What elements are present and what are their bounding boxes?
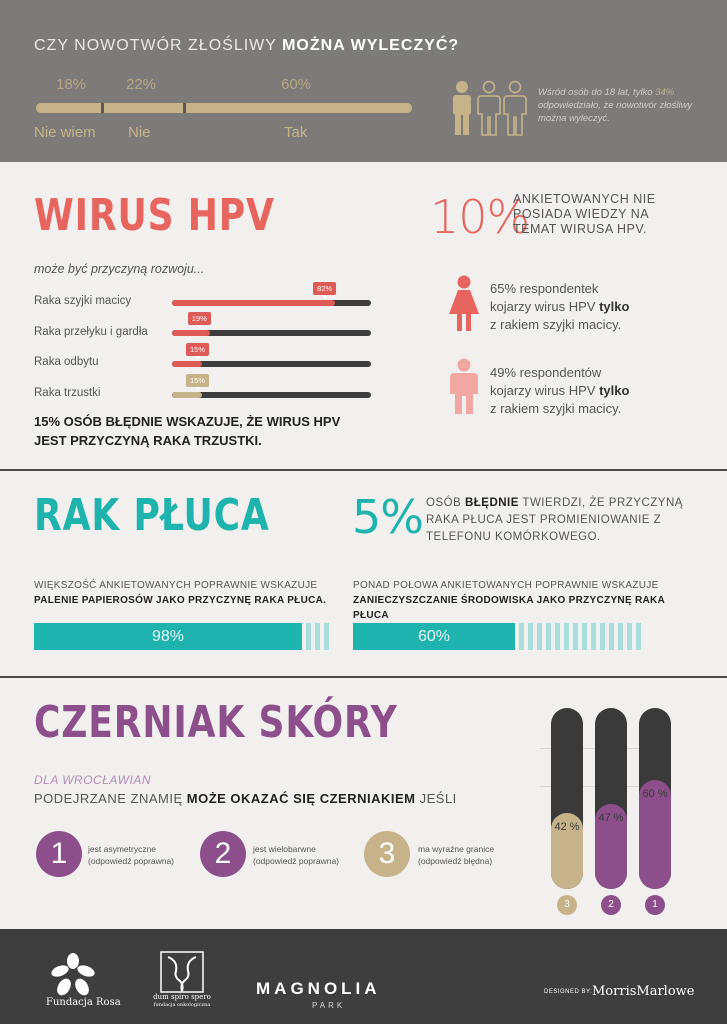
curable-title bbox=[34, 37, 459, 55]
criterion-text bbox=[418, 843, 528, 867]
melanoma-question-bold: MOŻE OKAZAĆ SIĘ CZERNIAKIEM bbox=[186, 791, 416, 806]
hpv-bar-label: 15% bbox=[186, 343, 209, 356]
melanoma-pill-value: 42 % bbox=[554, 820, 580, 833]
woman-icon bbox=[447, 275, 481, 331]
dum-spiro-text bbox=[146, 993, 218, 1009]
curable-stacked-bar bbox=[36, 103, 412, 113]
rosa-logo-icon bbox=[50, 953, 96, 997]
dum-spiro-line1: dum spiro spero bbox=[153, 993, 211, 1001]
curable-bar-segment bbox=[36, 103, 104, 113]
melanoma-question-post: JEŚLI bbox=[419, 791, 457, 806]
hpv-row-label: Raka przełyku i gardła bbox=[34, 326, 148, 338]
lung-right-caption-plain: PONAD POŁOWA ANKIETOWANYCH POPRAWNIE WSKAZUJE bbox=[353, 580, 659, 591]
melanoma-question-pre: PODEJRZANE ZNAMIĘ bbox=[34, 791, 183, 806]
hpv-big-pct: 10% bbox=[430, 190, 530, 244]
label-dont-know: Nie wiem bbox=[34, 124, 96, 141]
lung-big-text-pre: OSÓB bbox=[426, 497, 462, 509]
lung-bar-stripe bbox=[609, 623, 614, 650]
hpv-bar-track bbox=[172, 300, 371, 306]
people-icon bbox=[450, 80, 528, 136]
hpv-big-text: ANKIETOWANYCH NIE POSIADA WIEDZY NA TEMAT WIRUSA HPV. bbox=[513, 192, 656, 236]
hpv-row-label: Raka odbytu bbox=[34, 356, 99, 368]
lung-bar-stripe bbox=[537, 623, 542, 650]
criterion-line1: jest asymetryczne bbox=[88, 844, 157, 854]
lung-left-caption-plain: WIĘKSZOŚĆ ANKIETOWANYCH POPRAWNIE WSKAZUJE bbox=[34, 580, 318, 591]
melanoma-section bbox=[0, 680, 727, 929]
criterion-text bbox=[88, 843, 198, 867]
curable-note bbox=[538, 86, 708, 125]
melanoma-title: CZERNIAK SKÓRY bbox=[34, 697, 398, 748]
magnolia-logo: MAGNOLIA bbox=[256, 979, 381, 998]
criterion-line2: (odpowiedź błędna) bbox=[418, 856, 493, 866]
criterion-line2: (odpowiedź poprawna) bbox=[88, 856, 174, 866]
lung-bar-stripe bbox=[564, 623, 569, 650]
pct-no: 22% bbox=[126, 76, 157, 93]
curable-bar-segment bbox=[186, 103, 412, 113]
lung-right-caption-bold: ZANIECZYSZCZANIE ŚRODOWISKA JAKO PRZYCZYNĘ RAKA PŁUCA bbox=[353, 595, 665, 621]
hpv-bar-fill bbox=[172, 330, 210, 336]
footer bbox=[0, 929, 727, 1024]
women-text bbox=[490, 280, 690, 334]
lung-big-text-post: TWIERDZI, ŻE PRZYCZYNĄ RAKA PŁUCA JEST PROMIENIOWANIE Z TELEFONU KOMÓRKOWEGO. bbox=[426, 497, 683, 543]
hpv-bar-fill bbox=[172, 392, 202, 398]
designer-name: MorrisMarlowe bbox=[592, 984, 695, 999]
lung-bar-stripe bbox=[636, 623, 641, 650]
label-no: Nie bbox=[128, 124, 151, 141]
lung-big-text-bold: BŁĘDNIE bbox=[464, 497, 519, 509]
lung-title: RAK PŁUCA bbox=[34, 490, 270, 541]
women-line3: z rakiem szyjki macicy. bbox=[490, 317, 622, 332]
lung-section bbox=[0, 473, 727, 678]
women-line1: 65% respondentek bbox=[490, 281, 599, 296]
lung-bar-stripe bbox=[573, 623, 578, 650]
lung-right-bar-fill: 60% bbox=[353, 623, 515, 650]
lung-right-bar bbox=[353, 623, 641, 650]
curable-title-plain: CZY NOWOTWÓR ZŁOŚLIWY bbox=[34, 37, 277, 54]
hpv-subtitle: może być przyczyną rozwoju... bbox=[34, 262, 205, 276]
hpv-row-label: Raka szyjki macicy bbox=[34, 295, 132, 307]
criterion-line2: (odpowiedź poprawna) bbox=[253, 856, 339, 866]
melanoma-subtitle: DLA WROCŁAWIAN bbox=[34, 773, 152, 787]
melanoma-pill-value: 60 % bbox=[642, 788, 668, 801]
note-pre: Wśród osób do 18 lat, tylko bbox=[538, 87, 653, 98]
lung-bar-stripe bbox=[618, 623, 623, 650]
label-yes: Tak bbox=[284, 124, 308, 141]
hpv-bar-label: 82% bbox=[313, 282, 336, 295]
lung-bar-stripe bbox=[600, 623, 605, 650]
man-icon bbox=[447, 358, 481, 414]
lung-bar-stripe bbox=[591, 623, 596, 650]
women-line2: kojarzy wirus HPV bbox=[490, 299, 596, 314]
hpv-title: WIRUS HPV bbox=[34, 190, 275, 241]
criterion-line1: jest wielobarwne bbox=[253, 844, 316, 854]
lung-left-caption bbox=[34, 578, 374, 608]
melanoma-pill-bar bbox=[595, 708, 627, 889]
men-line1: 49% respondentów bbox=[490, 365, 602, 380]
melanoma-question bbox=[34, 791, 457, 806]
lung-left-bar-fill: 98% bbox=[34, 623, 302, 650]
curable-section bbox=[0, 0, 727, 162]
melanoma-pill-bar bbox=[551, 708, 583, 889]
note-post: odpowiedziało, że nowotwór złośliwy można wyleczyć. bbox=[538, 100, 693, 124]
hpv-bar-fill bbox=[172, 361, 202, 367]
hpv-bar-track bbox=[172, 361, 371, 367]
criterion-number: 1 bbox=[36, 831, 82, 877]
pct-yes: 60% bbox=[281, 76, 312, 93]
lung-bar-stripe bbox=[627, 623, 632, 650]
criterion-number: 3 bbox=[364, 831, 410, 877]
hpv-row-label: Raka trzustki bbox=[34, 387, 101, 399]
hpv-section bbox=[0, 163, 727, 471]
dum-spiro-line2: fundacja onkologiczna bbox=[153, 1002, 211, 1008]
hpv-bar-track bbox=[172, 330, 371, 336]
lung-bar-stripe bbox=[546, 623, 551, 650]
lung-big-pct: 5% bbox=[352, 490, 423, 544]
men-line2-bold: tylko bbox=[599, 383, 630, 398]
rosa-logo-text: Fundacja Rosa bbox=[46, 997, 121, 1008]
hpv-bar-label: 19% bbox=[188, 312, 211, 325]
lung-bar-stripe bbox=[528, 623, 533, 650]
hpv-note: 15% OSÓB BŁĘDNIE WSKAZUJE, ŻE WIRUS HPV JEST PRZYCZYNĄ RAKA TRZUSTKI. bbox=[34, 414, 341, 448]
lung-bar-stripe bbox=[324, 623, 329, 650]
women-line2-bold: tylko bbox=[599, 299, 630, 314]
melanoma-pill-number: 1 bbox=[645, 895, 665, 915]
lung-bar-stripe bbox=[306, 623, 311, 650]
criterion-number: 2 bbox=[200, 831, 246, 877]
curable-title-bold: MOŻNA WYLECZYĆ? bbox=[282, 37, 460, 54]
lung-bar-stripe bbox=[315, 623, 320, 650]
melanoma-pill-value: 47 % bbox=[598, 811, 624, 824]
hpv-bar-track bbox=[172, 392, 371, 398]
lung-left-bar bbox=[34, 623, 329, 650]
criterion-text bbox=[253, 843, 363, 867]
men-text bbox=[490, 364, 690, 418]
magnolia-park-text: PARK bbox=[312, 1001, 346, 1010]
pct-dont-know: 18% bbox=[56, 76, 87, 93]
hpv-bar-label: 15% bbox=[186, 374, 209, 387]
melanoma-pill-number: 3 bbox=[557, 895, 577, 915]
men-line3: z rakiem szyjki macicy. bbox=[490, 401, 622, 416]
lung-bar-stripe bbox=[582, 623, 587, 650]
melanoma-pill-bar bbox=[639, 708, 671, 889]
lung-big-text bbox=[426, 495, 696, 546]
hpv-bar-fill bbox=[172, 300, 335, 306]
lung-bar-stripe bbox=[555, 623, 560, 650]
melanoma-pill-number: 2 bbox=[601, 895, 621, 915]
men-line2: kojarzy wirus HPV bbox=[490, 383, 596, 398]
lung-bar-stripe bbox=[519, 623, 524, 650]
note-pct: 34% bbox=[655, 87, 675, 98]
dum-spiro-logo-icon bbox=[160, 951, 204, 993]
criterion-line1: ma wyraźne granice bbox=[418, 844, 495, 854]
lung-right-caption bbox=[353, 578, 698, 623]
designed-by-label: DESIGNED BY: bbox=[544, 989, 593, 995]
lung-left-caption-bold: PALENIE PAPIEROSÓW JAKO PRZYCZYNĘ RAKA PŁUCA. bbox=[34, 595, 327, 606]
curable-bar-segment bbox=[104, 103, 187, 113]
